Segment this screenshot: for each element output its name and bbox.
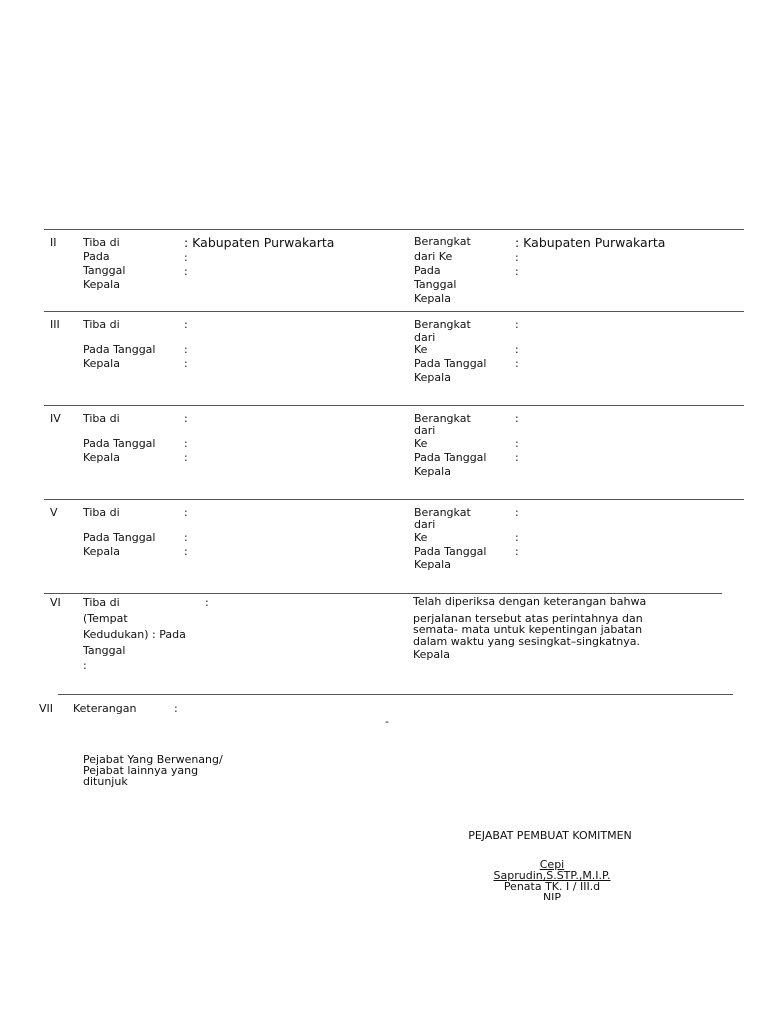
row-iii-pada-tanggal-label: Pada Tanggal [83,343,156,356]
row-vi-note-line3: semata- mata untuk kepentingan jabatan [413,623,643,636]
row-ii-pada-right-colon: : [515,265,519,278]
row-iv-pada-tanggal-right-label: Pada Tanggal [414,451,487,464]
pejabat-berwenang-line1: Pejabat Yang Berwenang/ [83,753,223,766]
keterangan-dash: - [385,715,389,728]
row-v-tiba-label: Tiba di [83,506,120,519]
row-ii-pada-colon: : [184,251,188,264]
row-vi-tanggal-colon: : [83,659,87,672]
row-v-pada-tanggal-label: Pada Tanggal [83,531,156,544]
row-iv-ke-label: Ke [414,437,428,450]
row-vi-note-line4: dalam waktu yang sesingkat–singkatnya. [413,635,640,648]
row-ii-numeral: II [50,236,57,249]
row-iii-pada-tanggal-right-label: Pada Tanggal [414,357,487,370]
row-ii-tanggal-colon: : [184,265,188,278]
row-vi-note-line1: Telah diperiksa dengan keterangan bahwa [413,595,647,608]
row-iv-ke-colon: : [515,437,519,450]
signature-title: PEJABAT PEMBUAT KOMITMEN [468,829,632,842]
signature-nip: NIP [542,891,562,900]
row-vi-note-line2: perjalanan tersebut atas perintahnya dan [413,612,643,625]
pejabat-berwenang-line2: Pejabat lainnya yang [83,764,199,777]
row-iii-pada-tanggal-right-colon: : [515,357,519,370]
row-ii-dari-ke-label: dari Ke [414,250,453,263]
row-ii-dari-ke-colon: : [515,251,519,264]
row-iii-ke-colon: : [515,343,519,356]
row-ii-kepala-label: Kepala [83,278,120,291]
row-iii-berangkat-label: Berangkat [414,318,471,331]
row-ii-top-rule [44,229,744,230]
row-iii-tiba-colon: : [184,318,188,331]
row-v-top-rule [44,499,744,500]
row-v-pada-tanggal-right-colon: : [515,545,519,558]
row-iv-kepala-colon: : [184,451,188,464]
row-v-berangkat-label: Berangkat [414,506,471,519]
row-iv-top-rule [44,405,744,406]
row-iii-kepala-colon: : [184,357,188,370]
signature-name-line1: Cepi [539,858,565,871]
row-v-ke-label: Ke [414,531,428,544]
row-v-dari-label: dari [414,518,436,531]
row-vi-top-rule [44,593,722,594]
row-iii-pada-tanggal-colon: : [184,343,188,356]
row-vi-tanggal-line: Tanggal [83,644,126,657]
row-iv-berangkat-label: Berangkat [414,412,471,425]
row-v-numeral: V [50,506,58,519]
keterangan-label: Keterangan [73,702,137,715]
row-vii-top-rule [58,694,733,695]
row-ii-pada-right-label: Pada [414,264,441,277]
row-vi-numeral: VI [50,596,61,609]
row-iv-berangkat-colon: : [515,412,519,425]
row-v-pada-tanggal-colon: : [184,531,188,544]
keterangan-colon: : [174,702,178,715]
row-iv-pada-tanggal-right-colon: : [515,451,519,464]
row-ii-pada-label: Pada [83,250,110,263]
row-iii-numeral: III [50,318,60,331]
row-iv-pada-tanggal-label: Pada Tanggal [83,437,156,450]
row-ii-tiba-label: Tiba di [83,236,120,249]
row-iii-berangkat-colon: : [515,318,519,331]
row-v-kepala-colon: : [184,545,188,558]
row-vi-tempat-line: (Tempat [83,612,128,625]
signature-rank: Penata TK. I / III.d [503,880,601,893]
row-iv-tiba-colon: : [184,412,188,425]
row-vi-kedudukan-line: Kedudukan) : Pada [83,628,186,641]
row-iv-kepala-label: Kepala [83,451,120,464]
row-iv-pada-tanggal-colon: : [184,437,188,450]
row-ii-berangkat-value: : Kabupaten Purwakarta [515,235,666,250]
row-iv-numeral: IV [50,412,61,425]
row-v-tiba-colon: : [184,506,188,519]
row-ii-tanggal-label: Tanggal [83,264,126,277]
row-iv-kepala-right-label: Kepala [414,465,451,478]
row-iii-ke-label: Ke [414,343,428,356]
pejabat-berwenang-line3: ditunjuk [83,775,128,788]
row-iii-kepala-label: Kepala [83,357,120,370]
row-ii-tanggal-right-label: Tanggal [414,278,457,291]
row-iii-top-rule [44,311,744,312]
row-ii-tiba-value: : Kabupaten Purwakarta [184,235,335,250]
row-iii-dari-label: dari [414,331,436,344]
row-v-ke-colon: : [515,531,519,544]
row-v-berangkat-colon: : [515,506,519,519]
row-iv-tiba-label: Tiba di [83,412,120,425]
row-iv-dari-label: dari [414,424,436,437]
row-v-pada-tanggal-right-label: Pada Tanggal [414,545,487,558]
row-vii-numeral: VII [39,702,54,715]
signature-name-line2: Saprudin,S.STP.,M.I.P. [493,869,611,882]
row-ii-berangkat-label: Berangkat [414,235,471,248]
row-v-kepala-label: Kepala [83,545,120,558]
row-vi-tiba-label: Tiba di [83,596,120,609]
row-v-kepala-right-label: Kepala [414,558,451,571]
row-iii-tiba-label: Tiba di [83,318,120,331]
row-vi-tiba-colon: : [205,596,209,609]
row-ii-kepala-right-label: Kepala [414,292,451,305]
row-iii-kepala-right-label: Kepala [414,371,451,384]
row-vi-kepala-label: Kepala [413,648,450,661]
